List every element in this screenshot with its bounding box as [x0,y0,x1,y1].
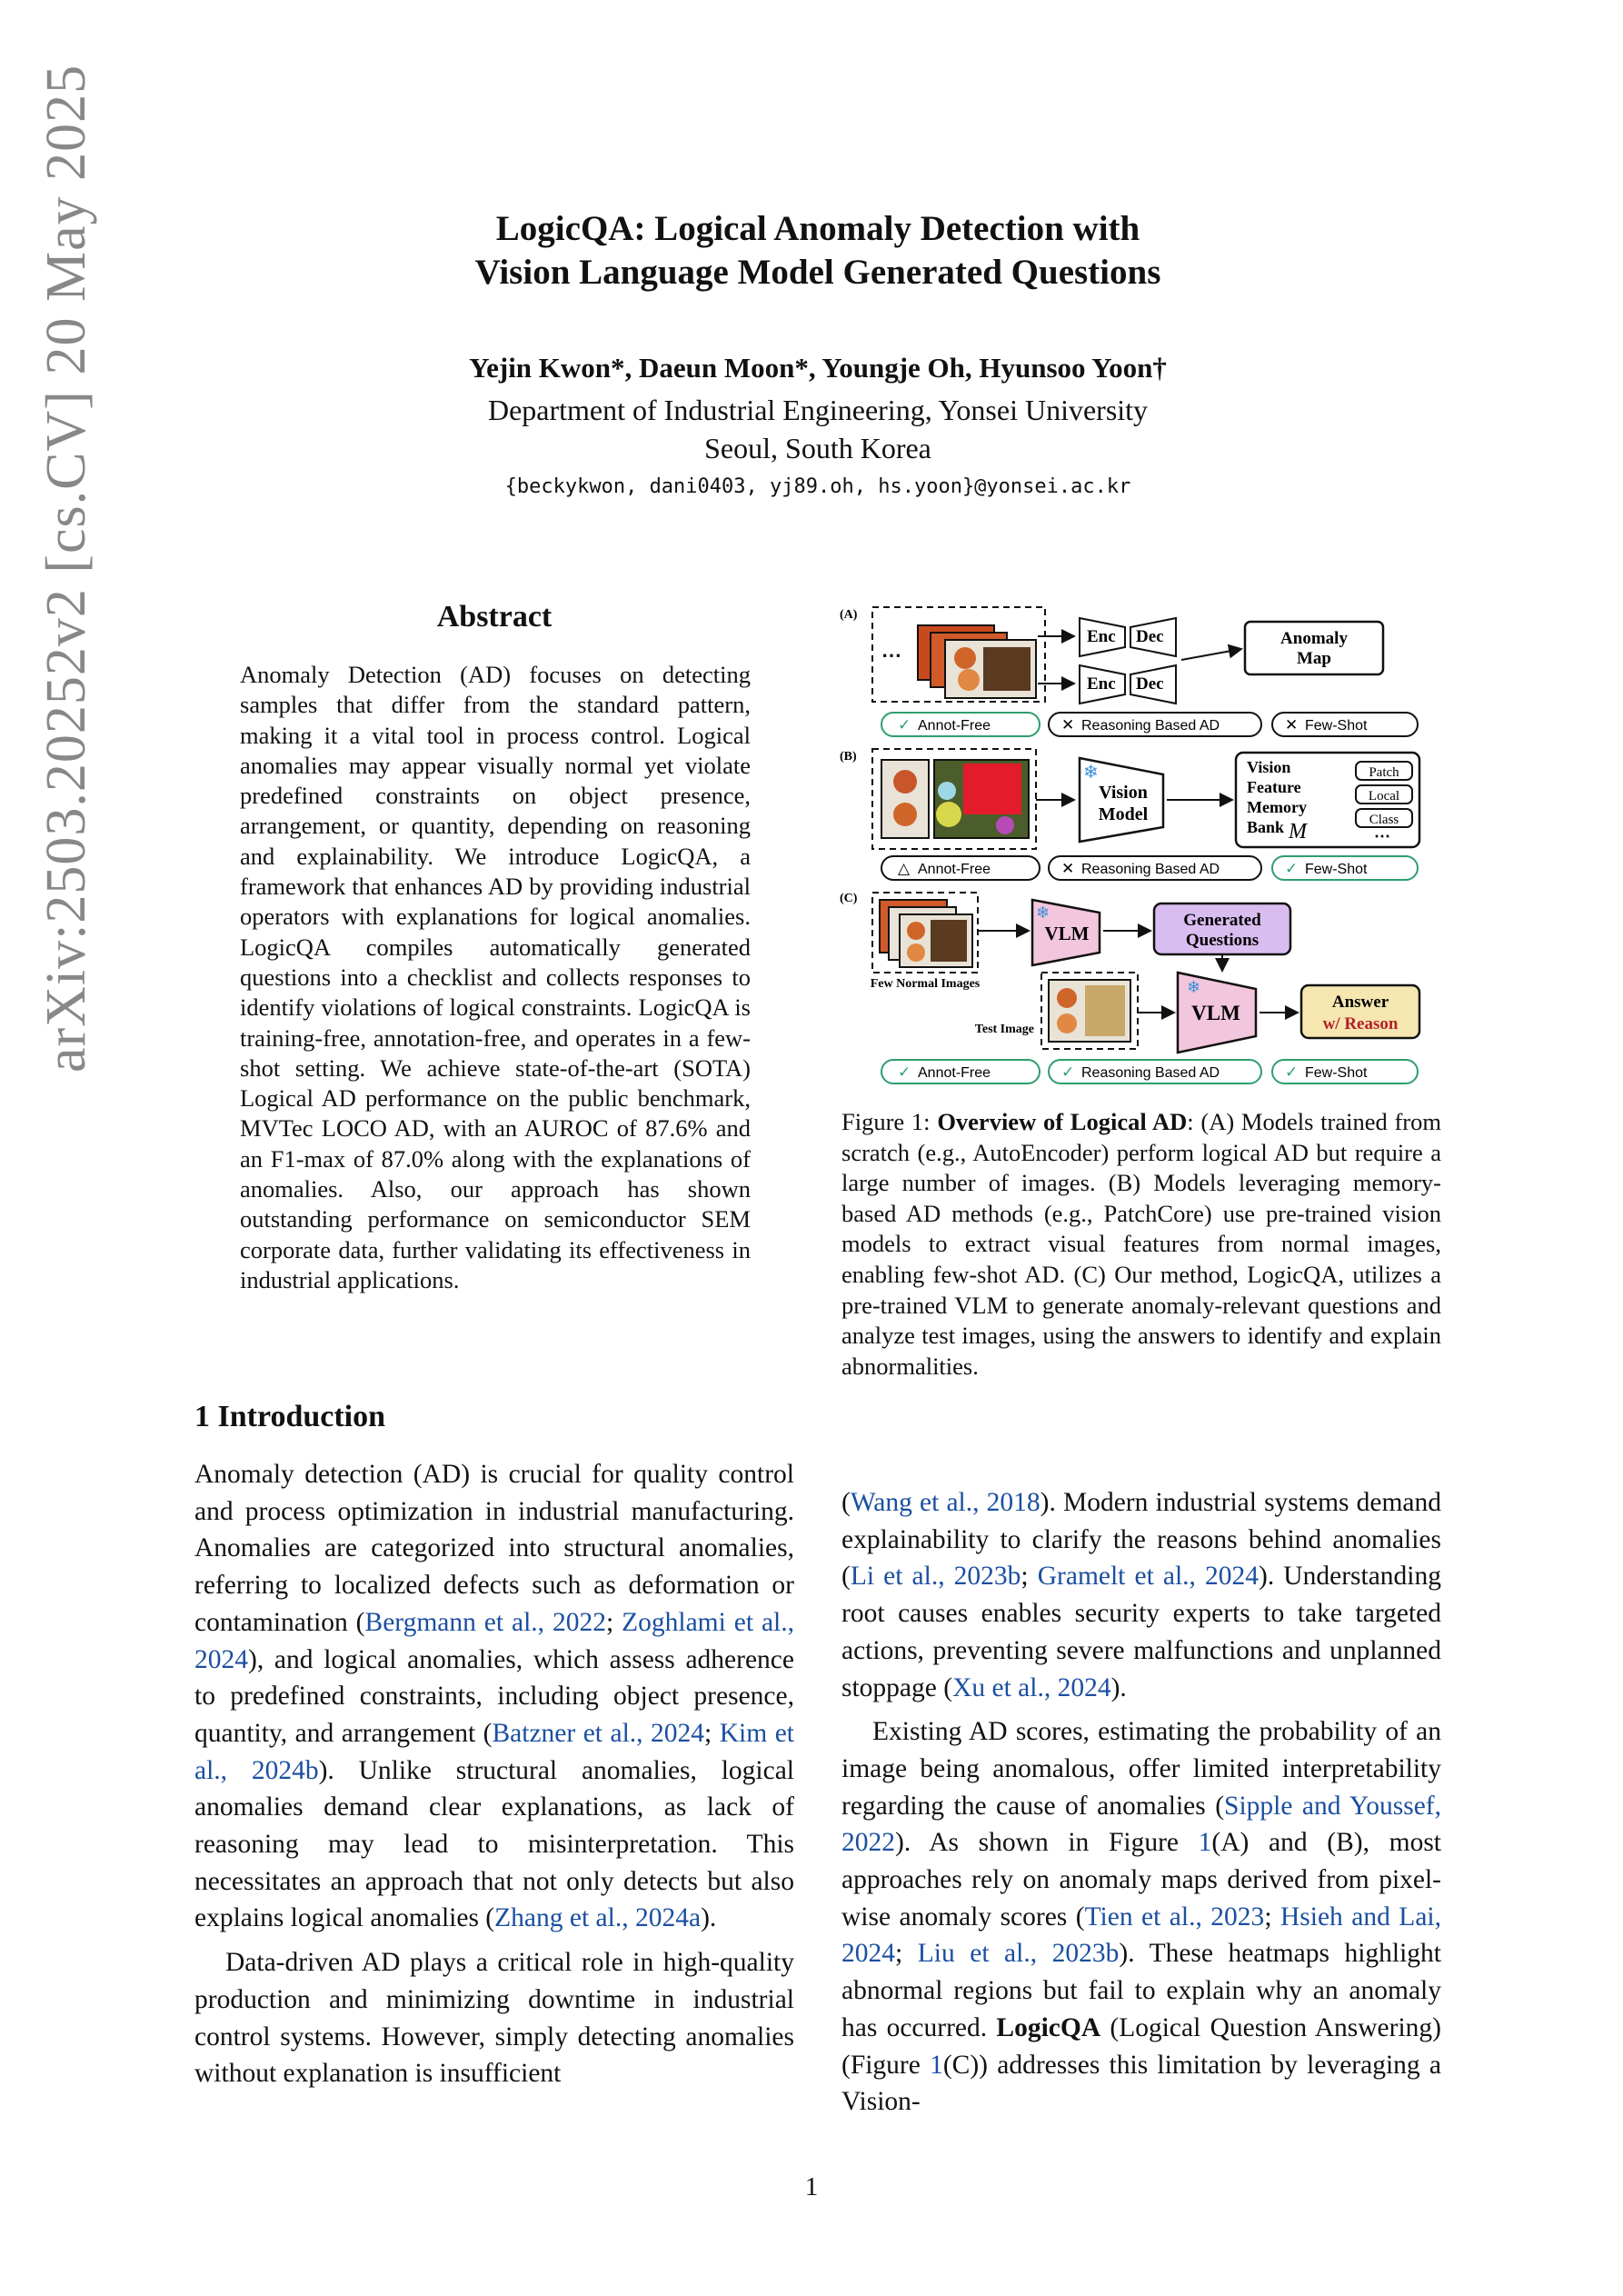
citation-link[interactable]: Tien et al., 2023 [1084,1902,1265,1932]
svg-text:△: △ [898,860,911,877]
ellipsis-a: ⋯ [881,644,901,666]
text-segment: ). Understanding root causes enables security experts to take targeted actions, preventing severe malfunctions and unplanned stoppage ( [841,1562,1441,1702]
affiliation [273,391,1363,467]
answer-with-reason-box [1301,985,1419,1038]
abstract-heading: Abstract [436,600,553,634]
snowflake-icon: ❄ [1187,978,1201,996]
row-b-tag-2: Reasoning Based AD [1081,862,1220,877]
svg-text:Answer: Answer [1331,993,1389,1012]
affiliation-line-1: Department of Industrial Engineering, Yonsei University [487,394,1149,426]
svg-text:Dec: Dec [1136,627,1164,646]
label-c: (C) [840,892,858,905]
row-a-images [918,625,1036,698]
text-segment: ). These heatmaps highlight abnormal regions but fail to explain why an anomaly has occurred. [841,1939,1442,2042]
svg-text:Dec: Dec [1136,674,1164,694]
citation-link[interactable]: Zhang et al., 2024a [494,1903,702,1933]
intro-paragraph-2: Data-driven AD plays a critical role in high-quality production and minimizing downtime in industrial control systems. However, simply detecting anomalies without explanation is insufficient [194,1948,794,2089]
citation-link[interactable]: Xu et al., 2024 [952,1672,1111,1702]
svg-text:Bank: Bank [1247,818,1285,836]
intro-paragraph-1 [194,1456,794,1937]
generated-questions-box [1154,903,1290,954]
text-segment: ). [1110,1672,1127,1702]
test-image-label: Test Image [974,1023,1034,1036]
text-segment: ). [701,1903,717,1933]
section-heading-introduction: 1 Introduction [194,1400,386,1433]
paper-title [273,207,1363,294]
text-segment: ). As shown in Figure [895,1828,1199,1858]
text-segment: (C)) addresses this limitation by leveraging a Vision- [841,2050,1442,2117]
svg-text:Questions: Questions [1185,931,1260,950]
citation-link[interactable]: Wang et al., 2018 [850,1488,1041,1517]
few-normal-images [880,900,972,967]
svg-text:Patch: Patch [1369,765,1399,780]
arxiv-identifier: arXiv:2503.20252v2 [cs.CV] 20 May 2025 [35,64,97,1073]
citation-link[interactable]: Liu et al., 2023b [917,1939,1120,1969]
svg-text:Feature: Feature [1247,778,1301,796]
title-line-2: Vision Language Model Generated Questions [474,253,1161,292]
svg-text:Model: Model [1098,804,1149,824]
svg-text:Class: Class [1369,813,1399,827]
row-a-tags [881,713,1418,736]
svg-text:VLM: VLM [1044,923,1090,944]
label-b: (B) [840,750,857,764]
svg-text:✕: ✕ [1061,716,1075,734]
text-segment: ). Modern industrial systems demand explainability to clarify the reasons behind anomalies ( [841,1488,1442,1592]
citation-link[interactable]: Sipple and Youssef, 2022 [841,1791,1442,1858]
snowflake-icon: ❄ [1083,763,1099,783]
few-normal-images-label: Few Normal Images [870,977,981,991]
intro-paragraph-4 [841,1713,1441,2121]
svg-text:Vision: Vision [1247,758,1291,776]
text-segment: ; [704,1718,720,1748]
text-segment: (Logical Question Answering) (Figure [841,2012,1441,2080]
citation-link[interactable]: Li et al., 2023b [850,1562,1021,1592]
text-segment: ), and logical anomalies, which assess adherence to predefined constraints, including object presence, quantity, and arrangement ( [194,1644,794,1748]
vision-model-trapezoid [1080,758,1163,842]
svg-text:Vision: Vision [1099,783,1148,803]
svg-text:Anomaly: Anomaly [1280,629,1348,648]
text-segment: (A) and (B), most approaches rely on anomaly maps derived from pixel-wise anomaly scores ( [841,1828,1441,1932]
affiliation-line-2: Seoul, South Korea [704,432,931,464]
text-segment: ; [605,1607,622,1637]
figure-1-diagram [836,600,1447,1091]
svg-text:✓: ✓ [1285,1063,1299,1081]
bold-term: LogicQA [996,2012,1101,2042]
row-c-tag-3: Few-Shot [1305,1065,1368,1081]
svg-text:VLM: VLM [1191,1002,1240,1024]
svg-text:✓: ✓ [898,1063,911,1081]
svg-text:Enc: Enc [1087,627,1116,646]
row-c-tag-2: Reasoning Based AD [1081,1065,1220,1081]
svg-text:✕: ✕ [1061,860,1075,877]
page-number: 1 [804,2172,819,2201]
caption-bold: Overview of Logical AD [937,1108,1188,1135]
citation-link[interactable]: Gramelt et al., 2024 [1037,1562,1259,1592]
svg-text:⋯: ⋯ [1374,827,1390,845]
enc-dec-bottom [1080,665,1176,704]
row-a-tag-3: Few-Shot [1305,718,1368,734]
svg-text:Enc: Enc [1087,674,1116,694]
svg-text:✓: ✓ [1061,1063,1075,1081]
citation-link[interactable]: Bergmann et al., 2022 [364,1607,606,1637]
citation-link[interactable]: 1 [1198,1828,1212,1858]
row-a-tag-2: Reasoning Based AD [1081,718,1220,734]
intro-right-column [841,1484,1441,2121]
abstract-text: Anomaly Detection (AD) focuses on detecting samples that differ from the standard pattern, making it a vital tool in process control. Logical anomalies may appear visually normal yet violate predefined constraints on object presence, arrangement, or quantity, depending on reasoning and explainability. We introduce LogicQA, a framework that enhances AD by providing industrial operators with explanations for logical anomalies. LogicQA compiles automatically generated questions into a checklist and collects responses to identify violations of logical constraints. LogicQA is training-free, annotation-free, and operates in a few-shot setting. We achieve state-of-the-art (SOTA) Logical AD performance on the public benchmark, MVTec LOCO AD, with an AUROC of 87.6% and an F1-max of 87.0% along with the explanations of anomalies. Also, our approach has shown outstanding performance on semiconductor SEM corporate data, further validating its effectiveness in industrial applications. [240,661,751,1293]
citation-link[interactable]: Kim et al., 2024b [194,1718,794,1785]
row-b-images [881,760,1029,838]
test-image [1049,980,1130,1042]
intro-left-column [194,1456,794,2092]
authors: Yejin Kwon*, Daeun Moon*, Youngje Oh, Hyunsoo Yoon† [469,352,1167,384]
caption-label: Figure 1: [841,1108,931,1135]
snowflake-icon: ❄ [1036,903,1050,922]
svg-text:Map: Map [1297,649,1331,668]
memory-symbol: M [1289,820,1307,844]
title-line-1: LogicQA: Logical Anomaly Detection with [495,209,1140,248]
text-segment: Anomaly detection (AD) is crucial for quality control and process optimization in industrial manufacturing. Anomalies are categorized into structural anomalies, referring to localized defects such as deformation or contamination ( [194,1460,794,1637]
row-c-tags [881,1060,1418,1083]
text-segment: ; [1021,1562,1038,1592]
svg-text:✓: ✓ [898,716,911,734]
text-segment: ). Unlike structural anomalies, logical anomalies demand clear explanations, as lack of reasoning may lead to misinterpretation. This necessitates an approach that not only detects but also explains logical anomalies ( [194,1755,794,1933]
anomaly-map-box [1245,622,1383,674]
text-segment: ; [895,1939,918,1969]
vlm-bottom-trapezoid [1178,973,1256,1053]
row-b-tag-1: Annot-Free [918,862,991,877]
memory-bank-box [1236,753,1419,847]
citation-link[interactable]: Hsieh and Lai, 2024 [841,1902,1441,1969]
svg-text:✕: ✕ [1285,716,1299,734]
citation-link[interactable]: Batzner et al., 2024 [492,1718,705,1748]
svg-text:Generated: Generated [1183,911,1261,930]
label-a: (A) [840,608,858,622]
citation-link[interactable]: Zoghlami et al., 2024 [194,1607,794,1674]
svg-text:Local: Local [1368,789,1400,804]
author-emails: {beckykwon, dani0403, yj89.oh, hs.yoon}@yonsei.ac.kr [504,475,1131,498]
citation-link[interactable]: 1 [930,2050,943,2080]
figure-1-caption [841,1107,1441,1382]
caption-text: : (A) Models trained from scratch (e.g., AutoEncoder) perform logical AD but require a large number of images. (B) Models leveraging memory-based AD methods (e.g., PatchCore) use pre-trained vision models to extract visual features from normal images, enabling few-shot AD. (C) Our method, LogicQA, utilizes a pre-trained VLM to generate anomaly-relevant questions and analyze test images, using the answers to identify and explain abnormalities. [841,1108,1441,1380]
svg-text:w/ Reason: w/ Reason [1322,1014,1399,1033]
text-segment: ( [841,1488,851,1517]
text-segment: ; [1264,1902,1280,1932]
row-b-tags [881,856,1418,880]
enc-dec-top [1080,618,1176,656]
text-segment: Existing AD scores, estimating the probability of an image being anomalous, offer limited interpretability regarding the cause of anomalies ( [841,1717,1441,1821]
svg-text:Memory: Memory [1247,798,1307,816]
vlm-top-trapezoid [1032,900,1100,965]
row-c-tag-1: Annot-Free [918,1065,991,1081]
row-a-tag-1: Annot-Free [918,718,991,734]
row-b-tag-3: Few-Shot [1305,862,1368,877]
svg-text:✓: ✓ [1285,860,1299,877]
intro-paragraph-3 [841,1484,1441,1706]
